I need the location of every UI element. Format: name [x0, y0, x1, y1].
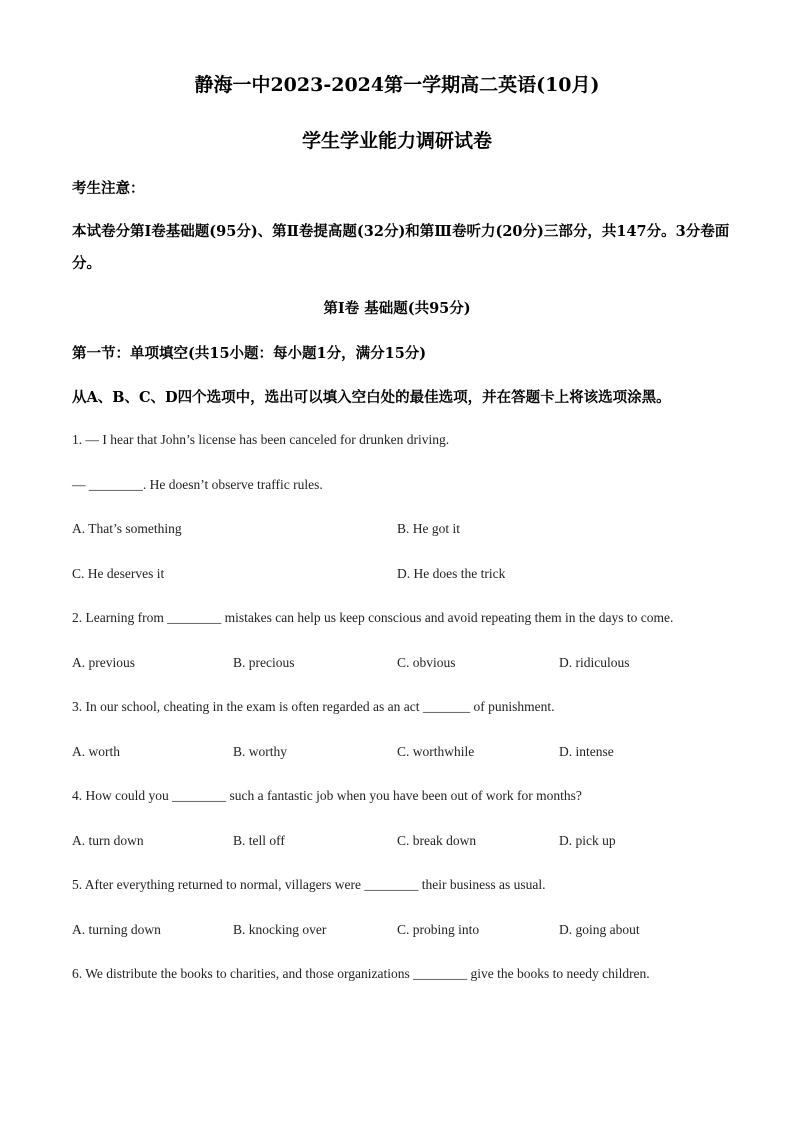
exam-subtitle: 学生学业能力调研试卷 — [301, 130, 492, 152]
section-title: 第一节：单项填空(共15小题：每小题1分，满分15分) — [72, 345, 427, 362]
question-2-option-b: B. precious — [233, 655, 295, 670]
question-1-option-d: D. He does the trick — [397, 566, 506, 581]
question-4-option-d: D. pick up — [559, 833, 616, 848]
question-4-stem: 4. How could you ________ such a fantastic job when you have been out of work for months? — [72, 788, 582, 803]
question-2-option-a: A. previous — [72, 655, 135, 670]
question-3-option-c: C. worthwhile — [397, 744, 475, 759]
question-1-option-b: B. He got it — [397, 521, 460, 536]
question-5-option-d: D. going about — [559, 922, 640, 937]
question-3-option-b: B. worthy — [233, 744, 287, 759]
question-3-option-d: D. intense — [559, 744, 614, 759]
question-1-stem-2: — ________. He doesn’t observe traffic rules. — [72, 477, 323, 492]
question-4-option-a: A. turn down — [72, 833, 144, 848]
question-6-stem: 6. We distribute the books to charities, and those organizations ________ give the books to needy children. — [72, 966, 650, 981]
question-2-option-c: C. obvious — [397, 655, 456, 670]
question-1-option-c: C. He deserves it — [72, 566, 165, 581]
question-5-option-b: B. knocking over — [233, 922, 327, 937]
question-4-option-b: B. tell off — [233, 833, 285, 848]
question-2-option-d: D. ridiculous — [559, 655, 630, 670]
question-5-option-c: C. probing into — [397, 922, 480, 937]
part1-title: 第Ⅰ卷 基础题(共95分) — [323, 300, 471, 317]
question-3-stem: 3. In our school, cheating in the exam is often regarded as an act _______ of punishment. — [72, 699, 555, 714]
question-5-option-a: A. turning down — [72, 922, 161, 937]
question-3-option-a: A. worth — [72, 744, 120, 759]
section-instruction: 从A、B、C、D四个选项中，选出可以填入空白处的最佳选项，并在答题卡上将该选项涂黑。 — [72, 389, 671, 406]
notice-text: 本试卷分第Ⅰ卷基础题(95分)、第Ⅱ卷提高题(32分)和第Ⅲ卷听力(20分)三部分，共147分。3分卷面分。 — [72, 223, 730, 272]
question-1-stem: 1. — I hear that John’s license has been canceled for drunken driving. — [72, 432, 450, 447]
question-4-option-c: C. break down — [397, 833, 477, 848]
question-1-option-a: A. That’s something — [72, 521, 182, 536]
exam-title: 静海一中2023-2024第一学期高二英语(10月) — [194, 74, 600, 96]
question-2-stem: 2. Learning from ________ mistakes can help us keep conscious and avoid repeating them in the days to come. — [72, 610, 674, 625]
notice-label: 考生注意： — [72, 180, 145, 197]
question-5-stem: 5. After everything returned to normal, villagers were ________ their business as usual. — [72, 877, 546, 892]
